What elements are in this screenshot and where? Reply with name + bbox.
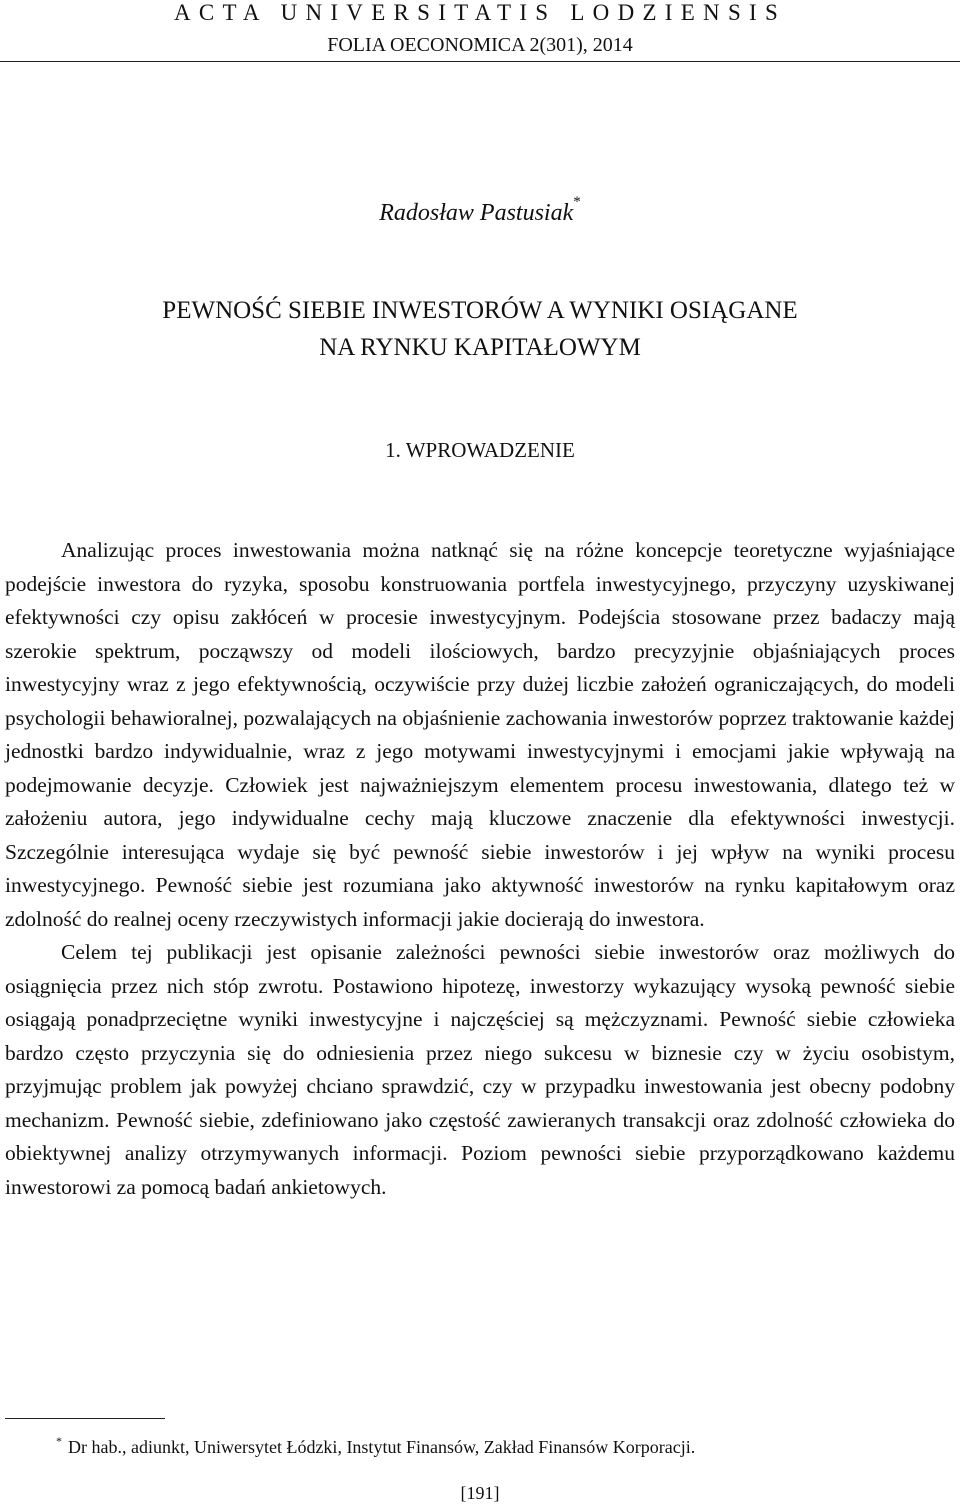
- author-footnote-mark: *: [573, 194, 581, 210]
- article-title: [0, 292, 960, 366]
- journal-header: [0, 0, 960, 62]
- journal-issue: FOLIA OECONOMICA 2(301), 2014: [327, 34, 633, 56]
- body-paragraph-1: Analizując proces inwestowania można natknąć się na różne koncepcje teoretyczne wyjaśniające podejście inwestora do ryzyka, sposobu konstruowania portfela inwestycyjnego, przyczyny uzyskiwanej efektywności czy opisu zakłóceń w procesie inwestycyjnym. Podejścia stosowane przez badaczy mają szerokie spektrum, począwszy od modeli ilościowych, bardzo precyzyjnie objaśniających proces inwestycyjny wraz z jego efektywnością, oczywiście przy dużej liczbie założeń ograniczających, do modeli psychologii behawioralnej, pozwalających na objaśnienie zachowania inwestorów poprzez traktowanie każdej jednostki bardzo indywidualnie, wraz z jego motywami inwestycyjnymi i emocjami jakie wpływają na podejmowanie decyzje. Człowiek jest najważniejszym elementem procesu inwestowania, dlatego też w założeniu autora, jego indywidualne cechy mają kluczowe znaczenie dla efektywności inwestycji. Szczególnie interesująca wydaje się być pewność siebie inwestorów i jej wpływ na wyniki procesu inwestycyjnego. Pewność siebie jest rozumiana jako aktywność inwestorów na rynku kapitałowym oraz zdolność do realnej oceny rzeczywistych informacji jakie docierają do inwestora.: [5, 538, 955, 931]
- article-title-line-2: NA RYNKU KAPITAŁOWYM: [319, 334, 641, 361]
- section-heading: 1. WPROWADZENIE: [385, 438, 575, 462]
- footnote-text: Dr hab., adiunkt, Uniwersytet Łódzki, Instytut Finansów, Zakład Finansów Korporacji.: [68, 1437, 696, 1457]
- journal-name: ACTA UNIVERSITATIS LODZIENSIS: [173, 0, 787, 25]
- body-paragraph-2: Celem tej publikacji jest opisanie zależności pewności siebie inwestorów oraz możliwych do osiągnięcia przez nich stóp zwrotu. Postawiono hipotezę, inwestorzy wykazujący wysoką pewność siebie osiągają ponadprzeciętne wyniki inwestycyjne i najczęściej są mężczyznami. Pewność siebie człowieka bardzo często przyczynia się do odniesienia przez niego sukcesu w biznesie czy w życiu osobistym, przyjmując problem jak powyżej chciano sprawdzić, czy w przypadku inwestowania jest obecny podobny mechanizm. Pewność siebie, zdefiniowano jako częstość zawieranych transakcji oraz zdolność człowieka do obiektywnej analizy otrzymywanych informacji. Poziom pewności siebie przyporządkowano każdemu inwestorowi za pomocą badań ankietowych.: [5, 940, 955, 1199]
- article-title-line-1: PEWNOŚĆ SIEBIE INWESTORÓW A WYNIKI OSIĄGANE: [162, 297, 798, 324]
- footnote-divider: [5, 1418, 165, 1419]
- footnote-mark: *: [56, 1434, 62, 1448]
- footnote: [56, 1428, 956, 1460]
- page-number: [191]: [460, 1483, 500, 1503]
- article-body: [5, 534, 955, 1204]
- author-name: Radosław Pastusiak: [379, 200, 574, 226]
- author-line: [0, 182, 960, 233]
- header-divider: [0, 61, 960, 62]
